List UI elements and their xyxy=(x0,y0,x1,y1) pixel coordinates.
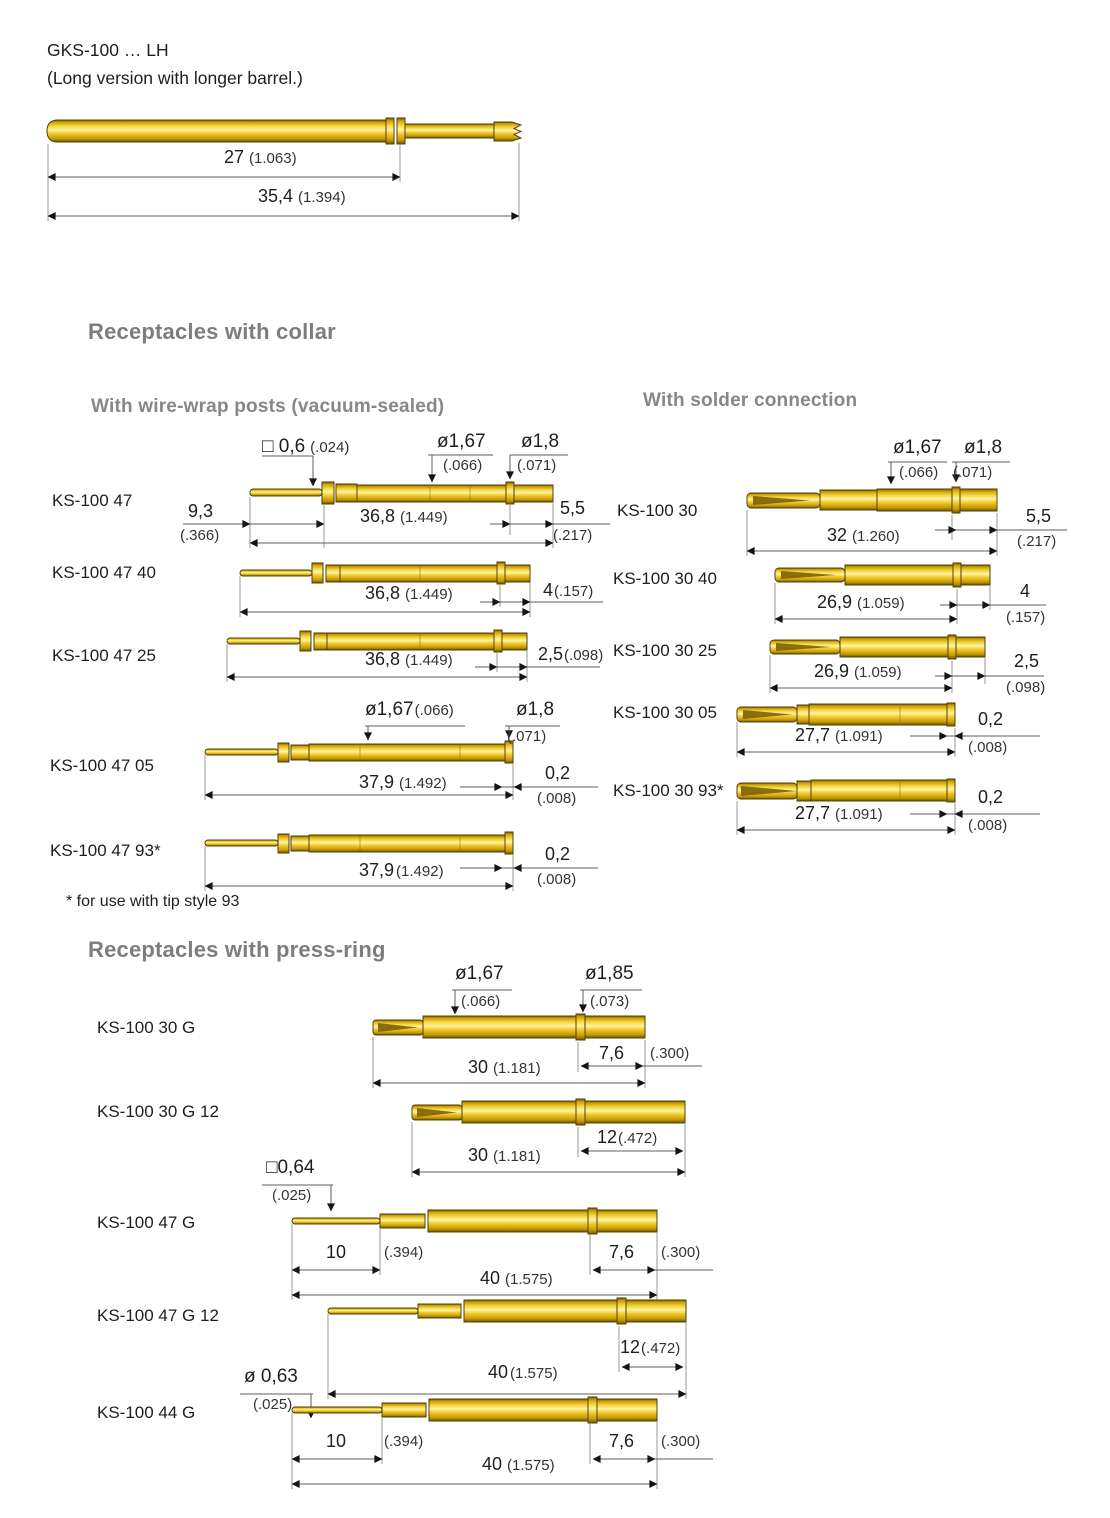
label-ks-100-30-40: KS-100 30 40 xyxy=(613,569,717,588)
dim-k30-tail-mm: 5,5 xyxy=(1026,506,1052,526)
dim-k47g-tail-mm: 7,6 xyxy=(609,1242,635,1262)
dim-k30g-len: 30 (1.181) xyxy=(468,1057,541,1077)
dim-k30-d2-mm: ø1,8 xyxy=(964,437,1003,458)
dim-k4740-tail: 4(.157) xyxy=(543,580,594,600)
label-ks-100-44-g: KS-100 44 G xyxy=(97,1403,196,1422)
collar-ring xyxy=(952,487,960,513)
label-ks-100-30: KS-100 30 xyxy=(617,501,698,520)
dim-k44g-post-mm: 10 xyxy=(326,1431,347,1451)
dim-k47-len: 36,8 (1.449) xyxy=(360,506,448,526)
press-ring xyxy=(617,1298,626,1324)
dim-k30-d1-in: (.066) xyxy=(899,464,939,481)
dim-k3025-tail-in: (.098) xyxy=(1006,679,1046,696)
dim-k44g-dia-in: (.025) xyxy=(253,1396,293,1413)
label-ks-100-30-25: KS-100 30 25 xyxy=(613,641,717,660)
label-ks-100-47-g: KS-100 47 G xyxy=(97,1213,196,1232)
dim-k30g-d2-mm: ø1,85 xyxy=(585,963,634,984)
dim-k47g12-len: 40 (1.575) xyxy=(488,1362,558,1382)
dim-k30g-tail-mm: 7,6 xyxy=(599,1043,625,1063)
label-ks-100-47-93: KS-100 47 93* xyxy=(50,841,161,860)
gks-dim-35-4: 35,4 (1.394) xyxy=(258,186,346,206)
label-ks-100-47-g-12: KS-100 47 G 12 xyxy=(97,1306,219,1325)
dim-k44g-len: 40 (1.575) xyxy=(482,1454,555,1474)
dim-k4793-tail-mm: 0,2 xyxy=(545,844,571,864)
dim-k47-d2-mm: ø1,8 xyxy=(521,431,560,452)
press-ring xyxy=(588,1208,597,1234)
dim-k4725-len: 36,8 (1.449) xyxy=(365,649,453,669)
dim-k30g-tail-in: (.300) xyxy=(650,1045,690,1062)
dim-k44g-post-in: (.394) xyxy=(384,1433,424,1450)
collar-ring xyxy=(506,482,514,504)
collar-ring xyxy=(497,562,505,584)
dim-k30-tail-in: (.217) xyxy=(1017,533,1057,550)
label-ks-100-30-05: KS-100 30 05 xyxy=(613,703,717,722)
dim-k4740-len: 36,8 (1.449) xyxy=(365,583,453,603)
dim-k30-len: 32 (1.260) xyxy=(827,525,900,545)
dim-k30g-d2-in: (.073) xyxy=(590,993,630,1010)
dim-k4705-tail-mm: 0,2 xyxy=(545,763,571,783)
dim-k4705-tail-in: (.008) xyxy=(537,790,577,807)
dim-k47-d2-in: (.071) xyxy=(517,457,557,474)
dim-k4793-tail-in: (.008) xyxy=(537,871,577,888)
press-ring xyxy=(576,1014,585,1040)
label-ks-100-47-25: KS-100 47 25 xyxy=(52,646,156,665)
dim-k47-d1-mm: ø1,67 xyxy=(437,431,486,452)
collar-ring xyxy=(948,635,956,659)
dim-k4725-tail: 2,5(.098) xyxy=(538,644,604,664)
label-ks-100-47-40: KS-100 47 40 xyxy=(52,563,156,582)
dim-k3025-len: 26,9 (1.059) xyxy=(814,661,902,681)
label-ks-100-30-g: KS-100 30 G xyxy=(97,1018,196,1037)
gks-dim-27: 27 (1.063) xyxy=(224,147,297,167)
dim-k3093-len: 27,7 (1.091) xyxy=(795,803,883,823)
press-ring xyxy=(576,1099,585,1125)
dim-k3005-tail-mm: 0,2 xyxy=(978,709,1004,729)
dim-k3040-tail-in: (.157) xyxy=(1006,609,1046,626)
crown-tip xyxy=(494,122,521,141)
dim-k4705-d2-mm: ø1,8 xyxy=(516,699,555,720)
dim-k30-d1-mm: ø1,67 xyxy=(893,437,942,458)
page-title: GKS-100 … LH xyxy=(47,40,169,60)
dim-k47-post-in: (.366) xyxy=(180,527,220,544)
dim-k47g-square-in: (.025) xyxy=(272,1187,312,1204)
footnote: * for use with tip style 93 xyxy=(66,893,240,910)
dim-k30-d2-in: (.071) xyxy=(953,464,993,481)
end-ring xyxy=(505,832,513,854)
dim-k30g-d1-mm: ø1,67 xyxy=(455,963,504,984)
dim-k30g-d1-in: (.066) xyxy=(461,993,501,1010)
dim-k47-post-mm: 9,3 xyxy=(188,501,214,521)
dim-k47-d1-in: (.066) xyxy=(443,457,483,474)
end-ring xyxy=(947,779,955,802)
dim-k3040-len: 26,9 (1.059) xyxy=(817,592,905,612)
dim-k47g-len: 40 (1.575) xyxy=(480,1268,553,1288)
label-ks-100-30-93: KS-100 30 93* xyxy=(613,781,724,800)
dim-k3093-tail-mm: 0,2 xyxy=(978,787,1004,807)
dim-k30g12-tail: 12(.472) xyxy=(597,1127,658,1147)
dim-k44g-tail-in: (.300) xyxy=(661,1433,701,1450)
ks-100-30-25-drawing xyxy=(770,635,1044,693)
dim-k30g12-len: 30 (1.181) xyxy=(468,1145,541,1165)
dim-k47g-post-in: (.394) xyxy=(384,1244,424,1261)
end-ring xyxy=(947,703,955,726)
dim-k47g12-tail: 12(.472) xyxy=(620,1337,681,1357)
dim-k47-square: □ 0,6 (.024) xyxy=(262,436,350,457)
page-subtitle: (Long version with longer barrel.) xyxy=(47,68,303,88)
press-ring xyxy=(588,1397,597,1423)
section-solder-title: With solder connection xyxy=(643,390,858,411)
dim-k47g-square-mm: □0,64 xyxy=(266,1157,315,1178)
collar-ring xyxy=(953,563,961,587)
dim-k47-tail-in: (.217) xyxy=(553,527,593,544)
dim-k4705-d1: ø1,67(.066) xyxy=(365,699,454,720)
dim-k44g-tail-mm: 7,6 xyxy=(609,1431,635,1451)
dim-k3093-tail-in: (.008) xyxy=(968,817,1008,834)
section-wire-wrap-title: With wire-wrap posts (vacuum-sealed) xyxy=(91,396,445,417)
label-ks-100-47: KS-100 47 xyxy=(52,491,133,510)
dim-k44g-dia-mm: ø 0,63 xyxy=(244,1366,298,1387)
dim-k3040-tail-mm: 4 xyxy=(1020,581,1031,601)
section-collar-title: Receptacles with collar xyxy=(88,319,336,344)
ks-100-44-g-drawing xyxy=(240,1394,713,1489)
dim-k4793-len: 37,9 (1.492) xyxy=(359,860,444,880)
label-ks-100-47-05: KS-100 47 05 xyxy=(50,756,154,775)
dim-k3005-tail-in: (.008) xyxy=(968,739,1008,756)
dim-k47g-tail-in: (.300) xyxy=(661,1244,701,1261)
dim-k3025-tail-mm: 2,5 xyxy=(1014,651,1040,671)
collar-ring xyxy=(494,630,502,652)
dim-k4705-d2-in: (.071) xyxy=(507,728,547,745)
section-press-ring-title: Receptacles with press-ring xyxy=(88,937,386,962)
dim-k4705-len: 37,9 (1.492) xyxy=(359,772,447,792)
dim-k3005-len: 27,7 (1.091) xyxy=(795,725,883,745)
dim-k47g-post-mm: 10 xyxy=(326,1242,347,1262)
label-ks-100-30-g-12: KS-100 30 G 12 xyxy=(97,1102,219,1121)
dim-k47-tail-mm: 5,5 xyxy=(560,498,586,518)
